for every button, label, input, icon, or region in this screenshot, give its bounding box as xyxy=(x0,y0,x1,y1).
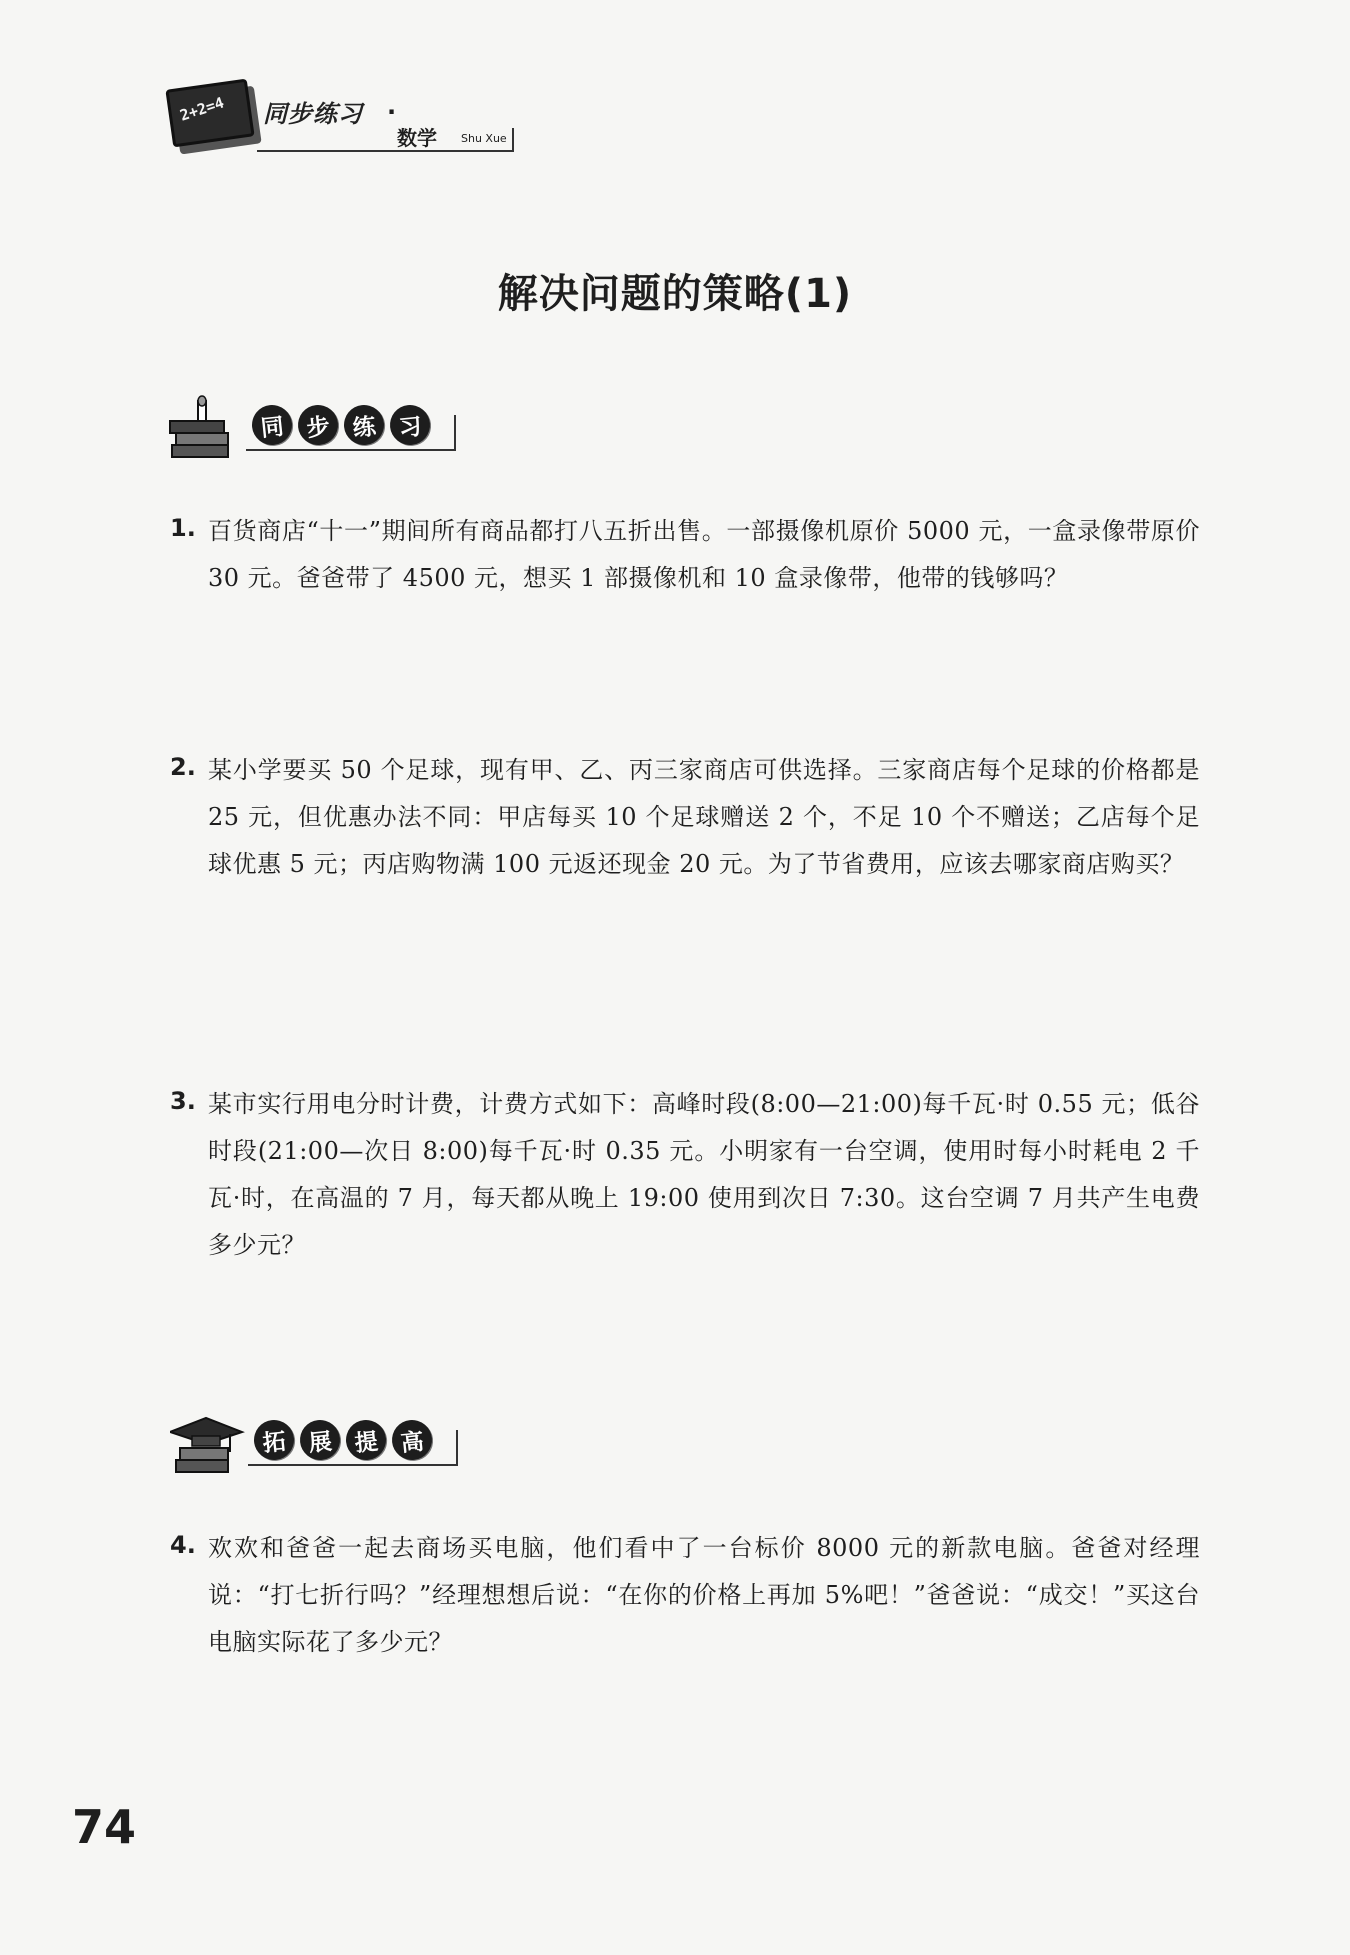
problem-number: 4. xyxy=(170,1531,196,1559)
problem-text: 欢欢和爸爸一起去商场买电脑，他们看中了一台标价 8000 元的新款电脑。爸爸对经理说：“打七折行吗？”经理想想后说：“在你的价格上再加 5%吧！”爸爸说：“成交！”买这台电脑实际花了多少元？ xyxy=(208,1534,1200,1656)
series-title: 同步练习 xyxy=(263,100,363,128)
section-badge-extension xyxy=(170,1410,470,1490)
section-char: 提 xyxy=(344,1418,388,1462)
problem-text: 百货商店“十一”期间所有商品都打八五折出售。一部摄像机原价 5000 元，一盒录像带原价 30 元。爸爸带了 4500 元，想买 1 部摄像机和 10 盒录像带，他带的钱够吗？ xyxy=(208,517,1200,592)
problem-number: 1. xyxy=(170,514,196,542)
page-number: 74 xyxy=(72,1800,137,1854)
section-title xyxy=(252,405,430,445)
blackboard-text: 2+2=4 xyxy=(177,93,227,125)
section-char: 步 xyxy=(296,403,340,447)
page-title: 解决问题的策略(1) xyxy=(497,271,853,317)
problem-text: 某市实行用电分时计费，计费方式如下：高峰时段(8:00—21:00)每千瓦·时 0.55 元；低谷时段(21:00—次日 8:00)每千瓦·时 0.35 元。小明家有一台空调，使用时每小时耗电 2 千瓦·时，在高温的 7 月，每天都从晚上 19:00 使用到次日 7:30。这台空调 7 月共产生电费多少元？ xyxy=(208,1090,1200,1259)
section-char: 练 xyxy=(342,403,386,447)
problem-number: 2. xyxy=(170,753,196,781)
header-separator: · xyxy=(387,98,397,126)
books-lamp-icon xyxy=(168,395,243,470)
section-char: 拓 xyxy=(252,1418,296,1462)
section-char: 高 xyxy=(390,1418,434,1462)
problem-text: 某小学要买 50 个足球，现有甲、乙、丙三家商店可供选择。三家商店每个足球的价格都是 25 元，但优惠办法不同：甲店每买 10 个足球赠送 2 个，不足 10 个不赠送；乙店每个足球优惠 5 元；丙店购物满 100 元返还现金 20 元。为了节省费用，应该去哪家商店购买？ xyxy=(208,756,1200,878)
subject-label: 数学 xyxy=(397,126,437,150)
section-title xyxy=(254,1420,432,1460)
problem-number: 3. xyxy=(170,1087,196,1115)
section-badge-practice xyxy=(168,395,468,475)
section-char: 展 xyxy=(298,1418,342,1462)
subject-pinyin: Shu Xue xyxy=(461,132,507,145)
blackboard-icon xyxy=(165,79,254,148)
section-char: 同 xyxy=(250,403,294,447)
series-header xyxy=(165,72,525,162)
graduation-cap-icon xyxy=(170,1410,245,1485)
section-char: 习 xyxy=(388,403,432,447)
